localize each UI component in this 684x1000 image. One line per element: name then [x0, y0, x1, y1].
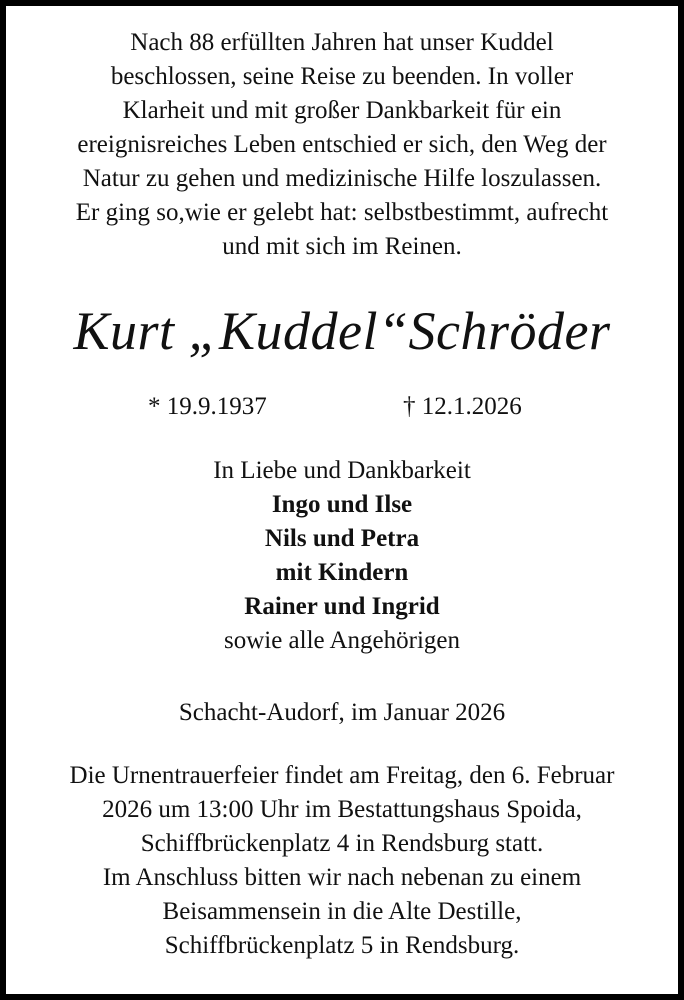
mourner-name: Nils und Petra — [264, 525, 420, 552]
intro-line: Klarheit und mit großer Dankbarkeit für ein — [122, 97, 562, 124]
mourner-name: Rainer und Ingrid — [244, 593, 440, 620]
ceremony-line: 2026 um 13:00 Uhr im Bestattungshaus Spoida, — [102, 796, 582, 823]
life-dates — [6, 390, 678, 424]
intro-line: Natur zu gehen und medizinische Hilfe loszulassen. — [82, 165, 602, 192]
mourners-block — [6, 454, 678, 658]
mourner-name: mit Kindern — [275, 559, 409, 586]
ceremony-line: Im Anschluss bitten wir nach nebenan zu einem — [102, 864, 582, 891]
intro-line: und mit sich im Reinen. — [222, 233, 462, 260]
ceremony-line: Die Urnentrauerfeier findet am Freitag, den 6. Februar — [69, 762, 615, 789]
intro-line: Er ging so,wie er gelebt hat: selbstbestimmt, aufrecht — [75, 199, 609, 226]
mourners-intro: In Liebe und Dankbarkeit — [213, 457, 471, 484]
intro-line: beschlossen, seine Reise zu beenden. In voller — [110, 63, 574, 90]
ceremony-line: Schiffbrückenplatz 4 in Rendsburg statt. — [140, 830, 544, 857]
ceremony-line: Schiffbrückenplatz 5 in Rendsburg. — [164, 932, 520, 959]
ceremony-info — [6, 759, 678, 963]
intro-line: Nach 88 erfüllten Jahren hat unser Kuddel — [130, 29, 554, 56]
death-date: † 12.1.2026 — [403, 393, 522, 420]
intro-paragraph — [6, 26, 678, 264]
location-date-text: Schacht-Audorf, im Januar 2026 — [178, 699, 506, 726]
mourner-name: Ingo und Ilse — [271, 491, 413, 518]
location-date — [6, 696, 678, 730]
deceased-name: Kurt „Kuddel“Schröder — [73, 301, 611, 361]
birth-date: * 19.9.1937 — [148, 393, 267, 420]
mourners-closing: sowie alle Angehörigen — [223, 627, 461, 654]
ceremony-line: Beisammensein in die Alte Destille, — [162, 898, 522, 925]
intro-line: ereignisreiches Leben entschied er sich, den Weg der — [77, 131, 607, 158]
